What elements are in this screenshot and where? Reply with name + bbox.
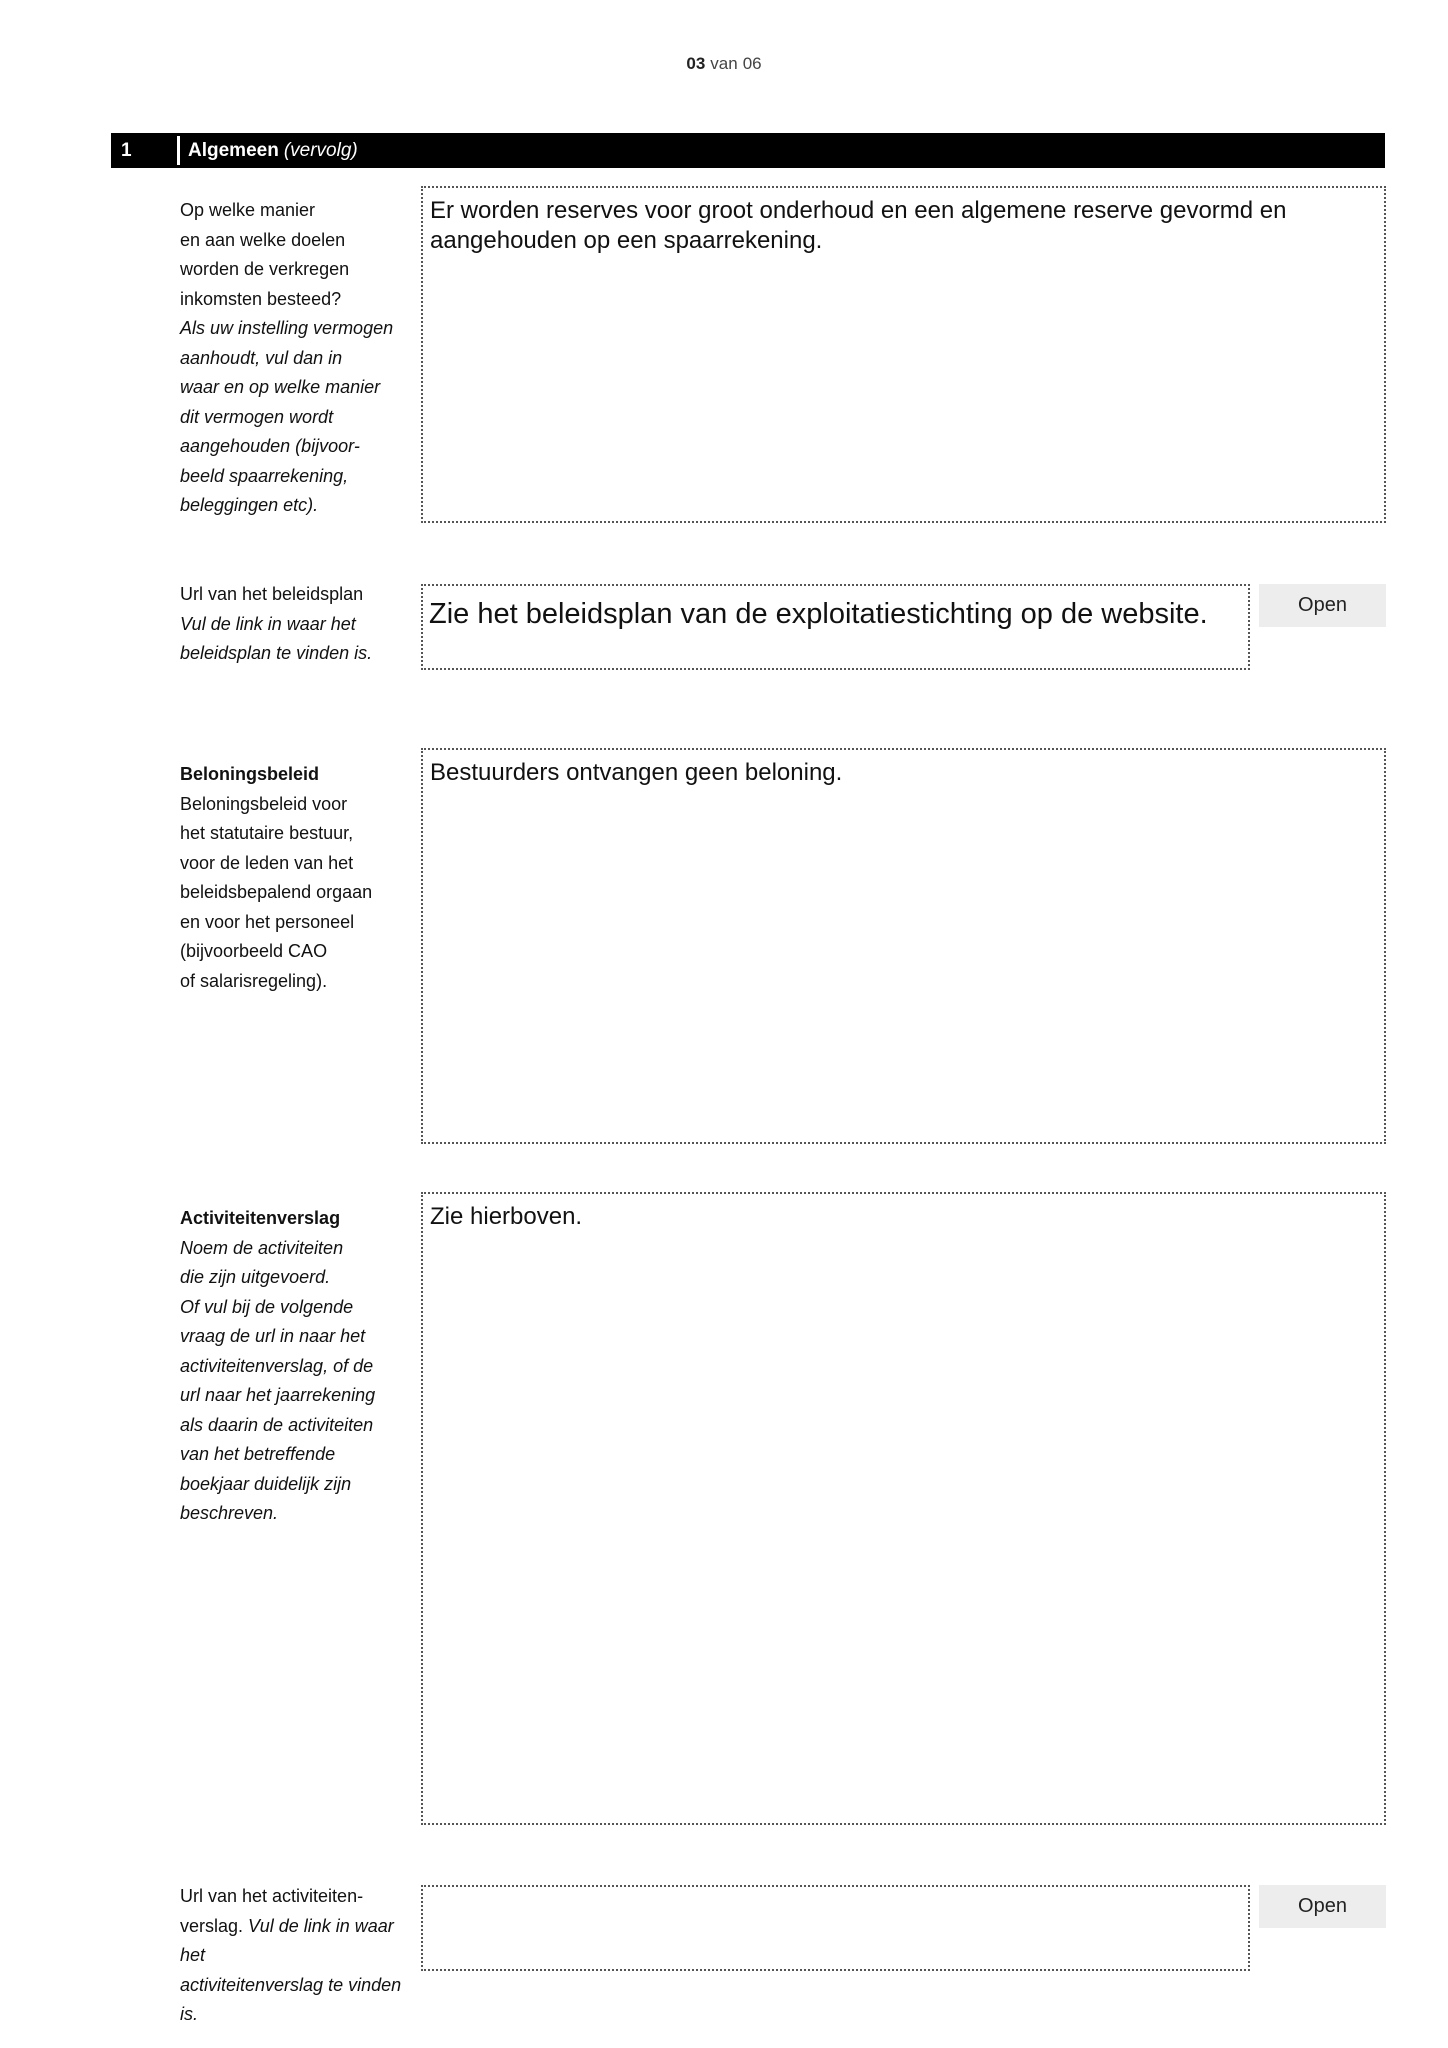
activiteitenverslag-hint-line: van het betreffende [180,1444,336,1464]
activiteitenverslag-hint-line: vraag de url in naar het [180,1326,366,1346]
page-number-separator: van [710,54,738,73]
besteding-hint-line: aangehouden (bijvoor- [180,436,360,456]
besteding-hint-line: beeld spaarrekening, [180,465,349,486]
activiteitenverslag-hint-line: als daarin de activiteiten [180,1414,374,1435]
activiteitenverslag-field[interactable]: Zie hierboven. [421,1192,1386,1825]
beleidsplan-url-label [180,580,410,669]
beloningsbeleid-label-line: het statutaire bestuur, [180,823,354,843]
activiteitenverslag-url-hint: Vul de link in waar het [180,1915,394,1965]
activiteitenverslag-open-button[interactable]: Open [1259,1885,1386,1928]
besteding-hint-line: beleggingen etc). [180,495,319,515]
beloningsbeleid-label-line: (bijvoorbeeld CAO [180,941,328,961]
besteding-label-line: worden de verkregen [180,259,350,279]
activiteitenverslag-hint-line: url naar het jaarrekening [180,1385,376,1405]
besteding-hint-line: waar en op welke manier [180,377,381,397]
besteding-label-line: en aan welke doelen [180,229,346,250]
header-divider [177,136,180,165]
activiteitenverslag-hint-line: beschreven. [180,1503,279,1523]
beloningsbeleid-label-line: beleidsbepalend orgaan [180,882,373,902]
activiteitenverslag-url-field[interactable] [421,1885,1250,1971]
beloningsbeleid-title: Beloningsbeleid [180,764,320,784]
besteding-field[interactable]: Er worden reserves voor groot onderhoud en een algemene reserve gevormd en aangehouden op een spaarrekening. [421,186,1386,523]
beleidsplan-url-field[interactable]: Zie het beleidsplan van de exploitatiestichting op de website. [421,584,1250,670]
activiteitenverslag-url-label-text: verslag. [180,1915,244,1936]
besteding-hint-line: Als uw instelling vermogen [180,318,394,338]
activiteitenverslag-hint-line: Of vul bij de volgende [180,1296,354,1317]
beloningsbeleid-label-line: en voor het personeel [180,911,355,932]
activiteitenverslag-label [180,1204,410,1529]
besteding-label-line: inkomsten besteed? [180,288,342,309]
beleidsplan-url-label-line: Url van het beleidsplan [180,584,364,604]
page-number-total: 06 [742,54,762,73]
besteding-hint-line: dit vermogen wordt [180,406,334,427]
activiteitenverslag-url-label-line2 [180,1912,420,1971]
activiteitenverslag-title: Activiteitenverslag [180,1208,341,1228]
beloningsbeleid-label [180,760,410,996]
section-number: 1 [121,140,132,161]
beloningsbeleid-label-line: Beloningsbeleid voor [180,793,348,814]
beloningsbeleid-label-line: voor de leden van het [180,852,354,873]
activiteitenverslag-hint-line: die zijn uitgevoerd. [180,1267,331,1287]
activiteitenverslag-hint-line: activiteitenverslag, of de [180,1355,374,1376]
activiteitenverslag-hint-line: boekjaar duidelijk zijn [180,1473,352,1494]
activiteitenverslag-hint-line: Noem de activiteiten [180,1237,344,1258]
besteding-label [180,196,410,521]
section-title-wrap [188,133,358,168]
besteding-label-line: Op welke manier [180,200,316,220]
beloningsbeleid-field[interactable]: Bestuurders ontvangen geen beloning. [421,748,1386,1144]
section-subtitle: (vervolg) [283,140,358,161]
section-header [111,133,1385,168]
beloningsbeleid-label-line: of salarisregeling). [180,970,328,991]
page-number-current: 03 [686,54,706,73]
activiteitenverslag-url-hint-line: activiteitenverslag te vinden is. [180,1974,402,2024]
activiteitenverslag-url-label-line: Url van het activiteiten- [180,1886,364,1906]
besteding-hint-line: aanhoudt, vul dan in [180,347,343,368]
beleidsplan-url-hint-line: Vul de link in waar het [180,613,356,634]
page-number [0,54,1448,74]
beleidsplan-open-button[interactable]: Open [1259,584,1386,627]
section-title: Algemeen [188,140,279,161]
activiteitenverslag-url-label [180,1882,420,2030]
beleidsplan-url-hint-line: beleidsplan te vinden is. [180,643,373,663]
